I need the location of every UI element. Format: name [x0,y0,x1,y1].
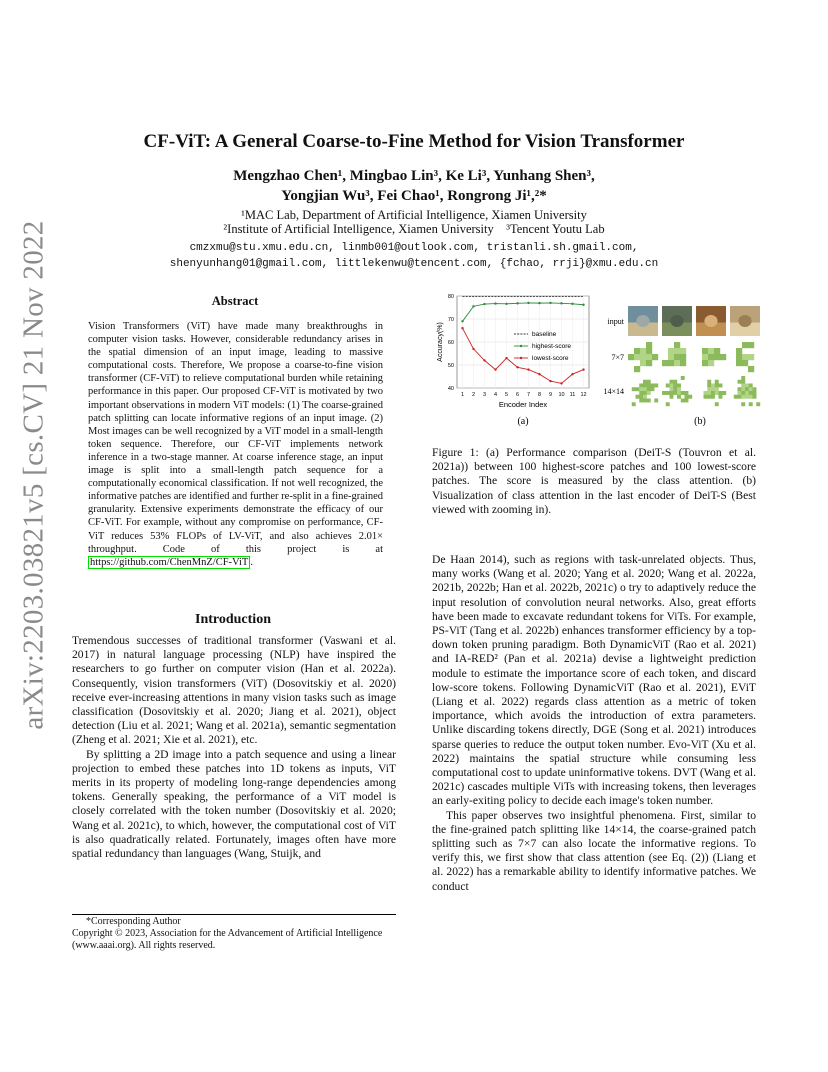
y-tick-label: 60 [447,340,454,346]
authors-line-1: Mengzhao Chen¹, Mingbao Lin³, Ke Li³, Yunhang Shen³, [233,168,595,184]
introduction-body [72,634,396,861]
legend-marker [520,357,522,359]
input-image-4 [730,306,760,336]
x-tick-label: 9 [548,392,553,398]
data-point-lowest-score [582,368,584,370]
legend-marker [520,345,522,347]
x-tick-label: 4 [493,392,498,398]
figure-1a-label: (a) [517,416,529,427]
data-point-lowest-score [494,368,496,370]
y-tick-label: 50 [447,363,454,369]
footnote-corresponding: *Corresponding Author [86,916,181,927]
data-point-lowest-score [571,373,573,375]
code-link[interactable]: https://github.com/ChenMnZ/CF-ViT [90,556,249,568]
input-image-2 [662,306,692,336]
abstract-heading: Abstract [211,294,259,308]
attention-7x7-2 [662,342,692,372]
data-point-highest-score [494,302,496,304]
x-tick-label: 11 [569,392,576,398]
y-tick-label: 40 [447,386,454,392]
footnote-copyright: Copyright © 2023, Association for the Advancement of Artificial Intelligence (www.aaai.org). All rights reserved. [72,928,383,951]
intro-paragraph-2: By splitting a 2D image into a patch sequence and using a linear projection to embed these patches into 1D tokens as inputs, ViT merits in its property of modeling long-range dependencies among tokens. Generally speaking, the performance of a ViT model is closely correlated with the token number (Dosovitskiy et al. 2020; Wang et al. 2021c), to which, however, the computational cost of ViT is also quadratically related. Fortunately, images often have more spatial redundancy than languages (Wang, Stuijk, and [72,747,396,861]
accuracy-chart [432,292,594,427]
data-point-lowest-score [483,359,485,361]
figure-1a [432,292,594,427]
row-label: input [607,317,624,326]
y-tick-label: 80 [447,294,454,300]
input-image-1 [628,306,658,336]
affiliation-line-2: ²Institute of Artificial Intelligence, Xiamen University ³Tencent Youtu Lab [223,222,605,236]
row-label: 14×14 [603,387,624,396]
attention-14x14-3 [696,376,726,406]
authors-line-2: Yongjian Wu³, Fei Chao¹, Rongrong Ji¹,²* [281,188,547,204]
paper-title: CF-ViT: A General Coarse-to-Fine Method for Vision Transformer [143,131,685,152]
x-tick-label: 7 [526,392,531,398]
footnotes [72,914,396,952]
x-tick-label: 12 [580,392,587,398]
email-line-1: cmzxmu@stu.xmu.edu.cn, linmb001@outlook.com, tristanli.sh.gmail.com, [189,242,639,254]
attention-14x14-4 [730,376,760,406]
x-tick-label: 8 [537,392,542,398]
attention-7x7-1 [628,342,658,372]
attention-14x14-1 [628,376,658,406]
data-point-lowest-score [516,366,518,368]
intro-paragraph-1: Tremendous successes of traditional transformer (Vaswani et al. 2017) in natural language processing (NLP) have inspired the researchers to go further on computer vision (Han et al. 2022a). Consequently, vision transformers (ViT) (Dosovitskiy et al. 2020) receive ever-increasing attentions in many vision tasks such as image classification (Dosovitskiy et al. 2020; Jiang et al. 2021), object detection (Liu et al. 2021; Wang et al. 2021a), semantic segmentation (Zheng et al. 2021; Xie et al. 2021), etc. [72,634,396,747]
emails [60,240,768,272]
legend-entry: baseline [532,331,557,339]
figure-1b-label: (b) [694,416,706,427]
data-point-lowest-score [538,373,540,375]
y-axis-label: Accuracy(%) [437,322,444,362]
col2-paragraph-2: This paper observes two insightful phenomena. First, similar to the fine-grained patch splitting like 14×14, the coarse-grained patch splitting such as 7×7 can also locate the informative regions. To verify this, we first show that class attention (see Eq. (2)) (Liang et al. 2022) has a remarkable ability to identify informative patches. We conduct [432,808,756,893]
data-point-highest-score [549,302,551,304]
authors [150,166,678,206]
abstract-text: Vision Transformers (ViT) have made many breakthroughs in computer vision tasks. However, considerable redundancy arises in the spatial dimension of an input image, leading to massive computational costs. Therefore, We propose a coarse-to-fine vision transformer (CF-ViT) to relieve computational burden while retaining performance in this paper. Our proposed CF-ViT is motivated by two important observations in modern ViT models: (1) The coarse-grained patch splitting can locate informative regions of an input image. (2) Most images can be well recognized by a ViT model in a small-length token sequence. Therefore, our CF-ViT implements network inference in a two-stage manner. At coarse inference stage, an input image is split into a small-length patch sequence for a computationally economical classification. If not well recognized, the informative patches are identified and further re-split in a fine-grained granularity. Extensive experiments demonstrate the efficacy of our CF-ViT. For example, without any compromise on performance, CF-ViT reduces 53% FLOPs of LV-ViT, and also achieves 2.01× throughput. Code of this project is at [88,321,383,555]
data-point-highest-score [571,303,573,305]
input-image-3 [696,306,726,336]
figure-1-caption: Figure 1: (a) Performance comparison (DeiT-S (Touvron et al. 2021a)) between 100 highest-score patches and 100 lowest-score patches. The score is measured by the class attention. (b) Visualization of class attention in the last encoder of DeiT-S (Best viewed with zooming in). [432,446,756,516]
right-column-body [432,553,756,894]
x-tick-label: 2 [471,392,476,398]
data-point-highest-score [538,302,540,304]
data-point-highest-score [560,302,562,304]
col2-paragraph-1: De Haan 2014), such as regions with task-unrelated objects. Thus, many works (Wang et al. 2020; Yang et al. 2020; Wang et al. 2022a, 2021b, 2022b; Han et al. 2022b, 2021c) o try to adaptively reduce the input resolution of convolution neural networks. Also, great efforts have been made to excavate redundant tokens for ViTs. For example, PS-ViT (Tang et al. 2022b) enhances transformer efficiency by a top-down token pruning paradigm. Both DynamicViT (Rao et al. 2021) and IA-RED² (Pan et al. 2021a) devise a lightweight prediction module to estimate the importance score of each token, and discard low-score tokens. Following DynamicViT (Rao et al. 2021), EViT (Liang et al. 2022) regards class attention as a metric of token importance, which avoids the introduction of extra parameters. Unlike discarding tokens directly, DGE (Song et al. 2021) introduces sparse queries to reduce the output token number. Evo-ViT (Xu et al. 2022) maintains the spatial structure while consuming less computational cost to update uninformative tokens. DVT (Wang et al. 2021c) cascades multiple ViTs with increasing tokens, then leverages an early-exiting policy to decide each image's token number. [432,553,756,808]
x-tick-label: 3 [482,392,487,398]
attention-7x7-4 [730,342,760,372]
data-point-highest-score [472,305,474,307]
y-tick-label: 70 [447,317,454,323]
data-point-lowest-score [505,357,507,359]
figure-1b [596,302,762,427]
data-point-lowest-score [560,382,562,384]
x-tick-label: 5 [504,392,509,398]
arxiv-stamp: arXiv:2203.03821v5 [cs.CV] 21 Nov 2022 [17,220,50,730]
data-point-lowest-score [527,368,529,370]
attention-visualization [596,302,762,427]
x-tick-label: 1 [460,392,465,398]
affiliations [120,208,708,236]
attention-14x14-2 [662,376,692,406]
legend-entry: lowest-score [532,355,569,363]
attention-7x7-3 [696,342,726,372]
legend-entry: highest-score [532,343,572,351]
introduction-heading: Introduction [195,612,271,627]
data-point-highest-score [505,303,507,305]
data-point-highest-score [527,302,529,304]
x-tick-label: 6 [515,392,520,398]
data-point-highest-score [582,304,584,306]
data-point-lowest-score [472,348,474,350]
data-point-lowest-score [461,327,463,329]
x-axis-label: Encoder Index [498,400,548,409]
affiliation-line-1: ¹MAC Lab, Department of Artificial Intelligence, Xiamen University [241,208,587,222]
email-line-2: shenyunhang01@gmail.com, littlekenwu@tencent.com, {fchao, rrji}@xmu.edu.cn [169,258,659,270]
data-point-highest-score [516,302,518,304]
data-point-highest-score [461,320,463,322]
row-label: 7×7 [611,353,624,362]
data-point-lowest-score [549,380,551,382]
data-point-highest-score [483,303,485,305]
abstract-body: Vision Transformers (ViT) have made many breakthroughs in computer vision tasks. However, considerable redundancy arises in the spatial dimension of an input image, leading to massive computational costs. Therefore, We propose a coarse-to-fine vision transformer (CF-ViT) to relieve computational burden while retaining performance in this paper. Our proposed CF-ViT is motivated by two important observations in modern ViT models: (1) The coarse-grained patch splitting can locate informative regions of an input image. (2) Most images can be well recognized by a ViT model in a small-length token sequence. Therefore, our CF-ViT implements network inference in a two-stage manner. At coarse inference stage, an input image is split into a small-length patch sequence for a computationally economical classification. If not well recognized, the informative patches are identified and further re-split in a fine-grained granularity. Extensive experiments demonstrate the efficacy of our CF-ViT. For example, without any compromise on performance, CF-ViT reduces 53% FLOPs of LV-ViT, and also achieves 2.01× throughput. Code of this project is at https://github.com/ChenMnZ/CF-ViT . [88,321,383,568]
x-tick-label: 10 [558,392,565,398]
